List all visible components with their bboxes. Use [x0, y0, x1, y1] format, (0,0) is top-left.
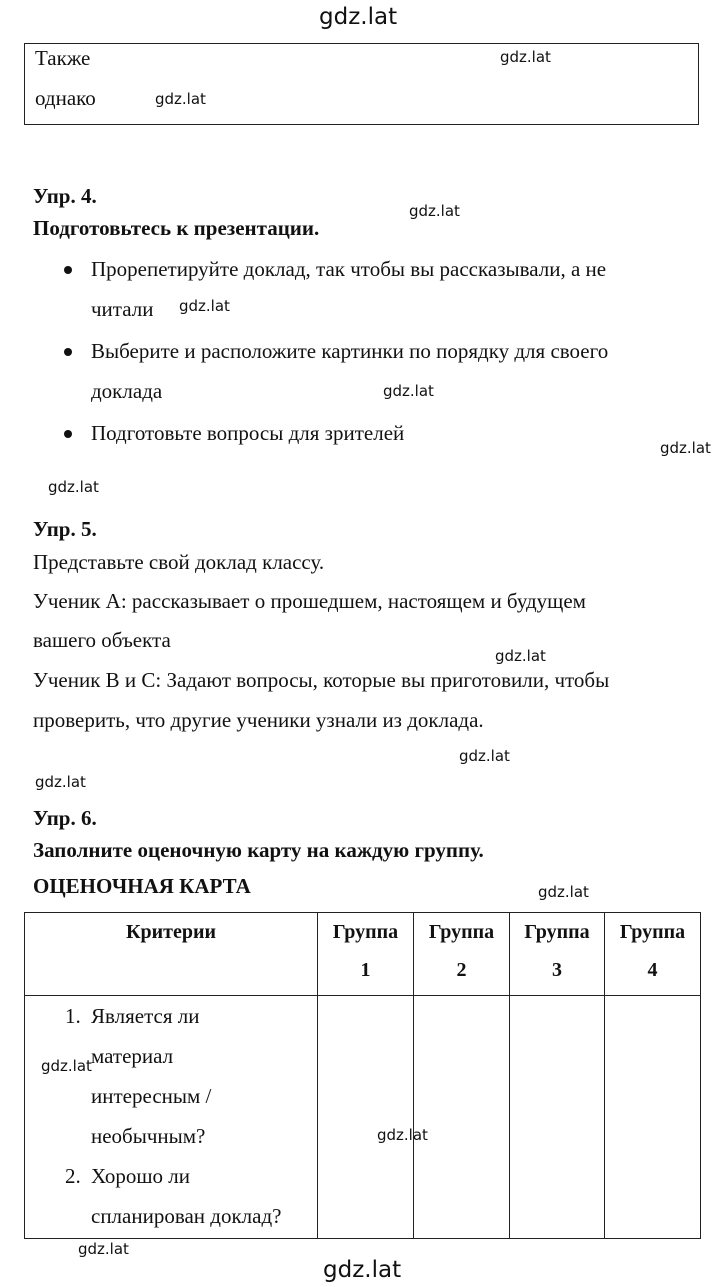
group-header-label: Группа [619, 921, 686, 943]
bullet-icon [64, 348, 72, 356]
group-header [605, 913, 701, 996]
watermark: gdz.lat [538, 883, 589, 901]
criteria-header [25, 913, 318, 996]
group-score-cell[interactable] [605, 996, 701, 1239]
table-header-row [25, 913, 701, 996]
group-score-cell[interactable] [318, 996, 414, 1239]
group-header [510, 913, 605, 996]
group-score-cell[interactable] [414, 996, 510, 1239]
criteria-cell [25, 996, 318, 1239]
exercise-6-task: Заполните оценочную карту на каждую группу. [33, 838, 484, 862]
group-header-number: 3 [552, 959, 562, 981]
group-header-label: Группа [332, 921, 399, 943]
exercise-5-text: вашего объекта [33, 628, 171, 652]
exercise-6-title: Упр. 6. [33, 806, 97, 830]
bullet-item-text: доклада [91, 379, 163, 403]
word-box-line: Также [35, 46, 91, 70]
bullet-icon [64, 266, 72, 274]
criteria-line: интересным / [91, 1084, 212, 1108]
bullet-item-text: Выберите и расположите картинки по порядку для своего [91, 339, 609, 363]
criteria-list [25, 996, 317, 1236]
criteria-header-label: Критерии [125, 921, 217, 943]
exercise-5-text: Представьте свой доклад классу. [33, 550, 325, 574]
word-box [24, 43, 699, 125]
criteria-item [25, 1156, 317, 1236]
card-title: ОЦЕНОЧНАЯ КАРТА [33, 874, 251, 898]
criteria-line: материал [91, 1044, 174, 1068]
bullet-item-text: Прорепетируйте доклад, так чтобы вы рассказывали, а не [91, 257, 607, 281]
group-header-label: Группа [524, 921, 590, 943]
exercise-5-title: Упр. 5. [33, 517, 97, 541]
watermark: gdz.lat [41, 1057, 92, 1075]
criteria-line: спланирован доклад? [91, 1204, 282, 1228]
exercise-5-text: Ученик В и С: Задают вопросы, которые вы приготовили, чтобы [33, 668, 610, 692]
watermark: gdz.lat [179, 297, 230, 315]
criteria-line: Является ли [91, 1004, 200, 1028]
group-header-number: 1 [360, 959, 371, 981]
word-box-line: однако [35, 86, 96, 110]
watermark: gdz.lat [155, 90, 206, 108]
exercise-4-task: Подготовьтесь к презентации. [33, 216, 320, 240]
table-row [25, 996, 701, 1239]
watermark: gdz.lat [48, 478, 99, 496]
criteria-line: Хорошо ли [91, 1164, 190, 1188]
criteria-item [25, 996, 317, 1156]
watermark: gdz.lat [377, 1126, 428, 1144]
evaluation-table [24, 912, 701, 1239]
watermark: gdz.lat [500, 48, 551, 66]
criteria-line: необычным? [91, 1124, 206, 1148]
exercise-5-text: Ученик А: рассказывает о прошедшем, настоящем и будущем [33, 589, 586, 613]
watermark: gdz.lat [660, 439, 711, 457]
group-header [414, 913, 510, 996]
group-header-number: 4 [647, 959, 658, 981]
watermark: gdz.lat [35, 773, 86, 791]
bullet-item-text: читали [91, 297, 154, 321]
watermark: gdz.lat [409, 202, 460, 220]
exercise-5-text: проверить, что другие ученики узнали из доклада. [33, 708, 484, 732]
criteria-number: 1. [65, 1004, 81, 1028]
watermark: gdz.lat [459, 747, 510, 765]
watermark: gdz.lat [78, 1240, 129, 1258]
watermark: gdz.lat [323, 1257, 402, 1283]
watermark: gdz.lat [319, 4, 398, 30]
group-header-number: 2 [456, 959, 467, 981]
bullet-icon [64, 430, 72, 438]
group-score-cell[interactable] [510, 996, 605, 1239]
group-header-label: Группа [428, 921, 495, 943]
bullet-item-text: Подготовьте вопросы для зрителей [91, 421, 405, 445]
criteria-number: 2. [65, 1164, 81, 1188]
exercise-4-title: Упр. 4. [33, 184, 97, 208]
watermark: gdz.lat [495, 647, 546, 665]
group-header [318, 913, 414, 996]
watermark: gdz.lat [383, 382, 434, 400]
